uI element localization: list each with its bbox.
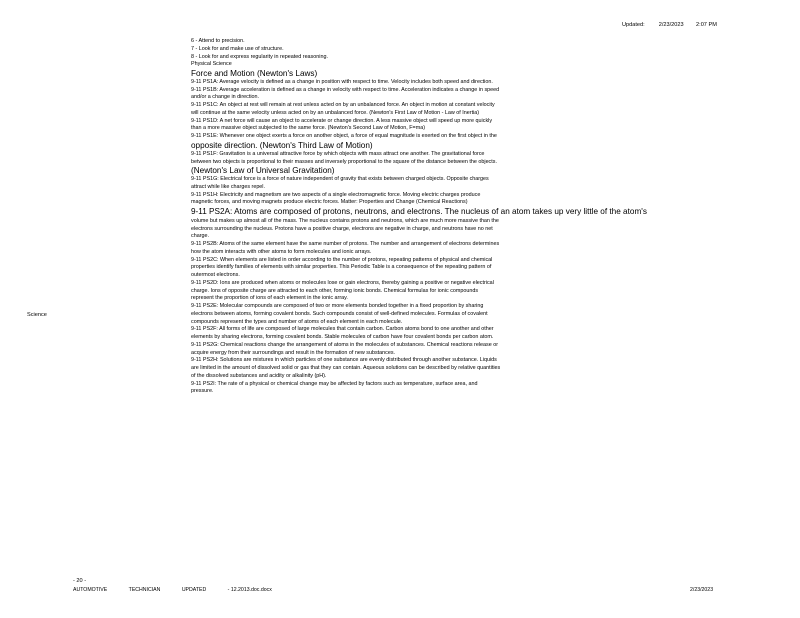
body-text-line: compounds represent the types and number of atoms of each element in each molecule. xyxy=(191,318,403,325)
standards-content xyxy=(191,38,778,396)
section-heading-line: opposite direction. (Newton's Third Law of Motion) xyxy=(191,140,373,150)
body-text-line: 9-11 PS1D: A net force will cause an object to accelerate or change direction. A less massive object will speed up more quickly xyxy=(191,117,493,124)
updated-stamp xyxy=(622,22,717,28)
body-text-line: elements by sharing electrons, forming covalent bonds. Stable molecules of carbon have four covalent bonds per carbon atom. xyxy=(191,334,494,341)
section-heading-line: (Newton's Law of Universal Gravitation) xyxy=(191,166,335,176)
body-text-line: 9-11 PS2G: Chemical reactions change the arrangement of atoms in the molecules of substances. Chemical reactions release or xyxy=(191,341,499,348)
body-text-line: properties identify families of elements with similar properties. This Periodic Table is a consequence of the repeating pattern of xyxy=(191,264,492,271)
footer-item: AUTOMOTIVE xyxy=(73,587,108,593)
body-text-line: outermost electrons. xyxy=(191,272,240,279)
footer-item: TECHNICIAN xyxy=(128,587,161,593)
body-text-line: 9-11 PS1H: Electricity and magnetism are two aspects of a single electromagnetic force. Moving electric charges produce xyxy=(191,191,481,198)
body-text-line: 9-11 PS2H: Solutions are mixtures in which particles of one substance are evenly distributed through another substance. Liquids xyxy=(191,357,497,364)
body-text-line: than a more massive object subjected to the same force. (Newton's Second Law of Motion, F=ma) xyxy=(191,125,425,132)
body-text-line: 9-11 PS2E: Molecular compounds are composed of two or more elements bonded together in a fixed proportion by sharing xyxy=(191,303,484,310)
body-text-line: volume but makes up almost all of the mass. The nucleus contains protons and neutrons, which are much more massive than the xyxy=(191,217,499,224)
section-heading-line: Force and Motion (Newton's Laws) xyxy=(191,69,318,78)
footer-document-info xyxy=(73,587,292,593)
body-text-line: charge. xyxy=(191,233,209,240)
body-text-line: between two objects is proportional to their masses and inversely proportional to the square of the distance between the objects. xyxy=(191,158,497,165)
body-text-line: electrons surrounding the nucleus. Protons have a positive charge, electrons are negative in charge, and neutrons have no net xyxy=(191,225,493,232)
footer-item: UPDATED xyxy=(181,587,207,593)
body-text-line: represent the proportion of ions of each element in the ionic array. xyxy=(191,295,348,302)
page-number: - 20 - xyxy=(73,578,87,584)
body-text-line: 7 - Look for and make use of structure. xyxy=(191,45,284,52)
sidebar-subject-label: Science xyxy=(27,312,47,318)
body-text-line: 9-11 PS2F: All forms of life are composed of large molecules that contain carbon. Carbon atoms bond to one another and other xyxy=(191,326,494,333)
body-text-line: of the dissolved substances and acidity or alkalinity (pH). xyxy=(191,372,327,379)
body-text-line: pressure. xyxy=(191,388,214,395)
body-text-line: 9-11 PS1B: Average acceleration is defined as a change in velocity with respect to time. Acceleration indicates a change in speed xyxy=(191,86,500,93)
body-text-line: will continue at the same velocity unless acted on by an unbalanced force. (Newton's First Law of Motion - Law of Inertia) xyxy=(191,109,480,116)
body-text-line: acquire energy from their surroundings and result in the formation of new substances. xyxy=(191,349,396,356)
body-text-line: and/or a change in direction. xyxy=(191,94,260,101)
footer-item: - 12.2013.doc.docx xyxy=(227,587,272,593)
body-text-line: 9-11 PS1C: An object at rest will remain at rest unless acted on by an unbalanced force. An object in motion at constant velocity xyxy=(191,102,495,109)
body-text-line: are limited in the amount of dissolved solid or gas that they can contain. Aqueous solutions can be described by relative quantities xyxy=(191,365,501,372)
body-text-line: magnetic forces, and moving magnets produce electric forces. Matter: Properties and Change (Chemical Reactions) xyxy=(191,199,468,206)
body-text-line: 9-11 PS1E: Whenever one object exerts a force on another object, a force of equal magnitude is exerted on the first object in the xyxy=(191,133,497,140)
body-text-line: 8 - Look for and express regularity in repeated reasoning. xyxy=(191,53,328,60)
body-text-line: 6 - Attend to precision. xyxy=(191,38,245,44)
body-text-line: 9-11 PS2D: Ions are produced when atoms or molecules lose or gain electrons, thereby gaining a positive or negative electrical xyxy=(191,279,494,286)
updated-label: Updated: xyxy=(622,22,645,28)
body-text-line: 9-11 PS1F: Gravitation is a universal attractive force by which objects with mass attract one another. The gravitational force xyxy=(191,150,485,157)
body-text-line: 9-11 PS1G: Electrical force is a force of nature independent of gravity that exists between charged objects. Opposite charges xyxy=(191,176,489,183)
body-text-line: attract while like charges repel. xyxy=(191,183,266,190)
body-text-line: how the atom interacts with other atoms to form molecules and ionic arrays. xyxy=(191,248,372,255)
section-heading-line: 9-11 PS2A: Atoms are composed of protons, neutrons, and electrons. The nucleus of an atom takes up very little of the atom's xyxy=(191,207,647,217)
body-text-line: Physical Science xyxy=(191,61,232,68)
updated-date: 2/23/2023 xyxy=(658,22,684,28)
body-text-line: electrons between atoms, forming covalent bonds. Such compounds consist of well-defined molecules. Formulas of covalent xyxy=(191,310,488,317)
body-text-line: 9-11 PS2B: Atoms of the same element have the same number of protons. The number and arrangement of electrons determines xyxy=(191,241,500,248)
body-text-line: charge. Ions of opposite charge are attracted to each other, forming ionic bonds. Chemical formulas for ionic compounds xyxy=(191,287,479,294)
body-text-line: 9-11 PS2C: When elements are listed in order according to the number of protons, repeating patterns of physical and chemical xyxy=(191,256,493,263)
body-text-line: 9-11 PS2I: The rate of a physical or chemical change may be affected by factors such as temperature, surface area, and xyxy=(191,380,478,387)
footer-date: 2/23/2023 xyxy=(690,587,714,593)
updated-time: 2:07 PM xyxy=(696,22,717,28)
body-text-line: 9-11 PS1A: Average velocity is defined as a change in position with respect to time. Velocity includes both speed and direction. xyxy=(191,78,493,85)
